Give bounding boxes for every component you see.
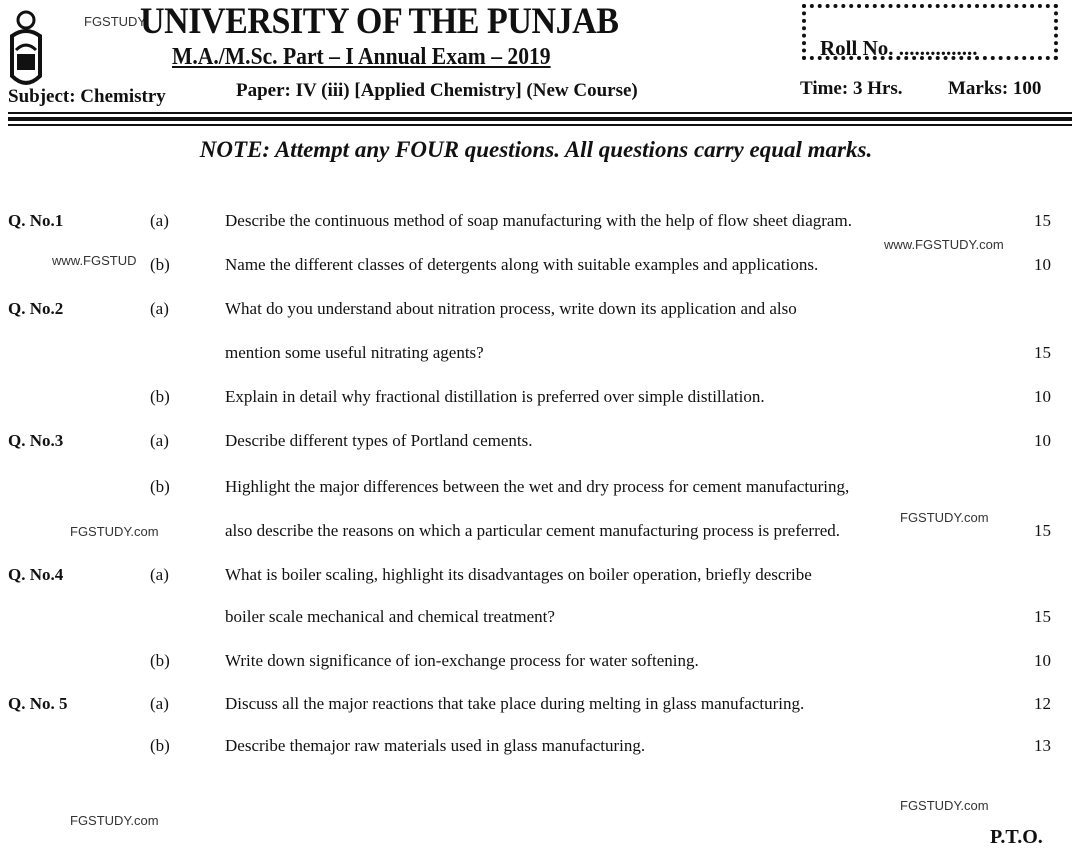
question-text: also describe the reasons on which a particular cement manufacturing process is preferred. bbox=[225, 521, 841, 540]
instructions-note: NOTE: Attempt any FOUR questions. All questions carry equal marks. bbox=[199, 137, 873, 162]
question-part: (b) bbox=[150, 736, 170, 755]
question-marks: 15 bbox=[1034, 211, 1051, 230]
question-part: (b) bbox=[150, 477, 170, 496]
question-marks: 10 bbox=[1034, 431, 1051, 450]
divider bbox=[8, 124, 1072, 126]
watermark: FGSTUDY.com bbox=[70, 524, 159, 539]
watermark: FGSTUDY bbox=[84, 14, 147, 29]
question-part: (a) bbox=[150, 694, 169, 713]
divider bbox=[8, 117, 1072, 121]
question-marks: 15 bbox=[1034, 521, 1051, 540]
question-text: Explain in detail why fractional distillation is preferred over simple distillation. bbox=[225, 387, 765, 406]
question-number: Q. No. 5 bbox=[8, 694, 68, 713]
watermark: FGSTUDY.com bbox=[70, 813, 159, 828]
question-text: Describe themajor raw materials used in glass manufacturing. bbox=[225, 736, 646, 755]
question-text: Highlight the major differences between the wet and dry process for cement manufacturing, bbox=[225, 477, 850, 496]
university-name: UNIVERSITY OF THE PUNJAB bbox=[140, 1, 619, 42]
question-marks: 10 bbox=[1034, 255, 1051, 274]
question-number: Q. No.3 bbox=[8, 431, 64, 450]
question-text: boiler scale mechanical and chemical treatment? bbox=[225, 607, 555, 626]
question-number: Q. No.4 bbox=[8, 565, 64, 584]
question-part: (a) bbox=[150, 565, 169, 584]
question-part: (a) bbox=[150, 299, 169, 318]
question-text: Describe different types of Portland cements. bbox=[225, 431, 533, 450]
please-turn-over: P.T.O. bbox=[990, 826, 1043, 848]
question-marks: 13 bbox=[1034, 736, 1051, 755]
question-text: Name the different classes of detergents along with suitable examples and applications. bbox=[225, 255, 819, 274]
paper-title: Paper: IV (iii) [Applied Chemistry] (New Course) bbox=[236, 80, 638, 101]
question-marks: 10 bbox=[1034, 651, 1051, 670]
watermark: www.FGSTUDY.com bbox=[884, 237, 1004, 252]
total-marks: Marks: 100 bbox=[948, 78, 1042, 99]
question-part: (b) bbox=[150, 255, 170, 274]
subject: Subject: Chemistry bbox=[8, 86, 166, 107]
question-text: Write down significance of ion-exchange process for water softening. bbox=[225, 651, 699, 670]
question-number: Q. No.2 bbox=[8, 299, 64, 318]
question-part: (a) bbox=[150, 431, 169, 450]
question-text: What is boiler scaling, highlight its disadvantages on boiler operation, briefly describe bbox=[225, 565, 812, 584]
question-marks: 15 bbox=[1034, 607, 1051, 626]
question-part: (b) bbox=[150, 387, 170, 406]
question-text: What do you understand about nitration process, write down its application and also bbox=[225, 299, 797, 318]
question-marks: 12 bbox=[1034, 694, 1051, 713]
watermark: FGSTUDY.com bbox=[900, 798, 989, 813]
question-part: (b) bbox=[150, 651, 170, 670]
divider bbox=[8, 112, 1072, 114]
university-crest-icon bbox=[6, 6, 46, 92]
question-part: (a) bbox=[150, 211, 169, 230]
question-marks: 10 bbox=[1034, 387, 1051, 406]
question-marks: 15 bbox=[1034, 343, 1051, 362]
roll-number: Roll No. ............... bbox=[820, 36, 978, 60]
question-text: mention some useful nitrating agents? bbox=[225, 343, 484, 362]
watermark: www.FGSTUD bbox=[52, 253, 137, 268]
question-text: Describe the continuous method of soap manufacturing with the help of flow sheet diagram. bbox=[225, 211, 852, 230]
watermark: FGSTUDY.com bbox=[900, 510, 989, 525]
time: Time: 3 Hrs. bbox=[800, 78, 903, 99]
question-number: Q. No.1 bbox=[8, 211, 64, 230]
question-text: Discuss all the major reactions that take place during melting in glass manufacturing. bbox=[225, 694, 805, 713]
exam-title: M.A./M.Sc. Part – I Annual Exam – 2019 bbox=[172, 44, 551, 70]
